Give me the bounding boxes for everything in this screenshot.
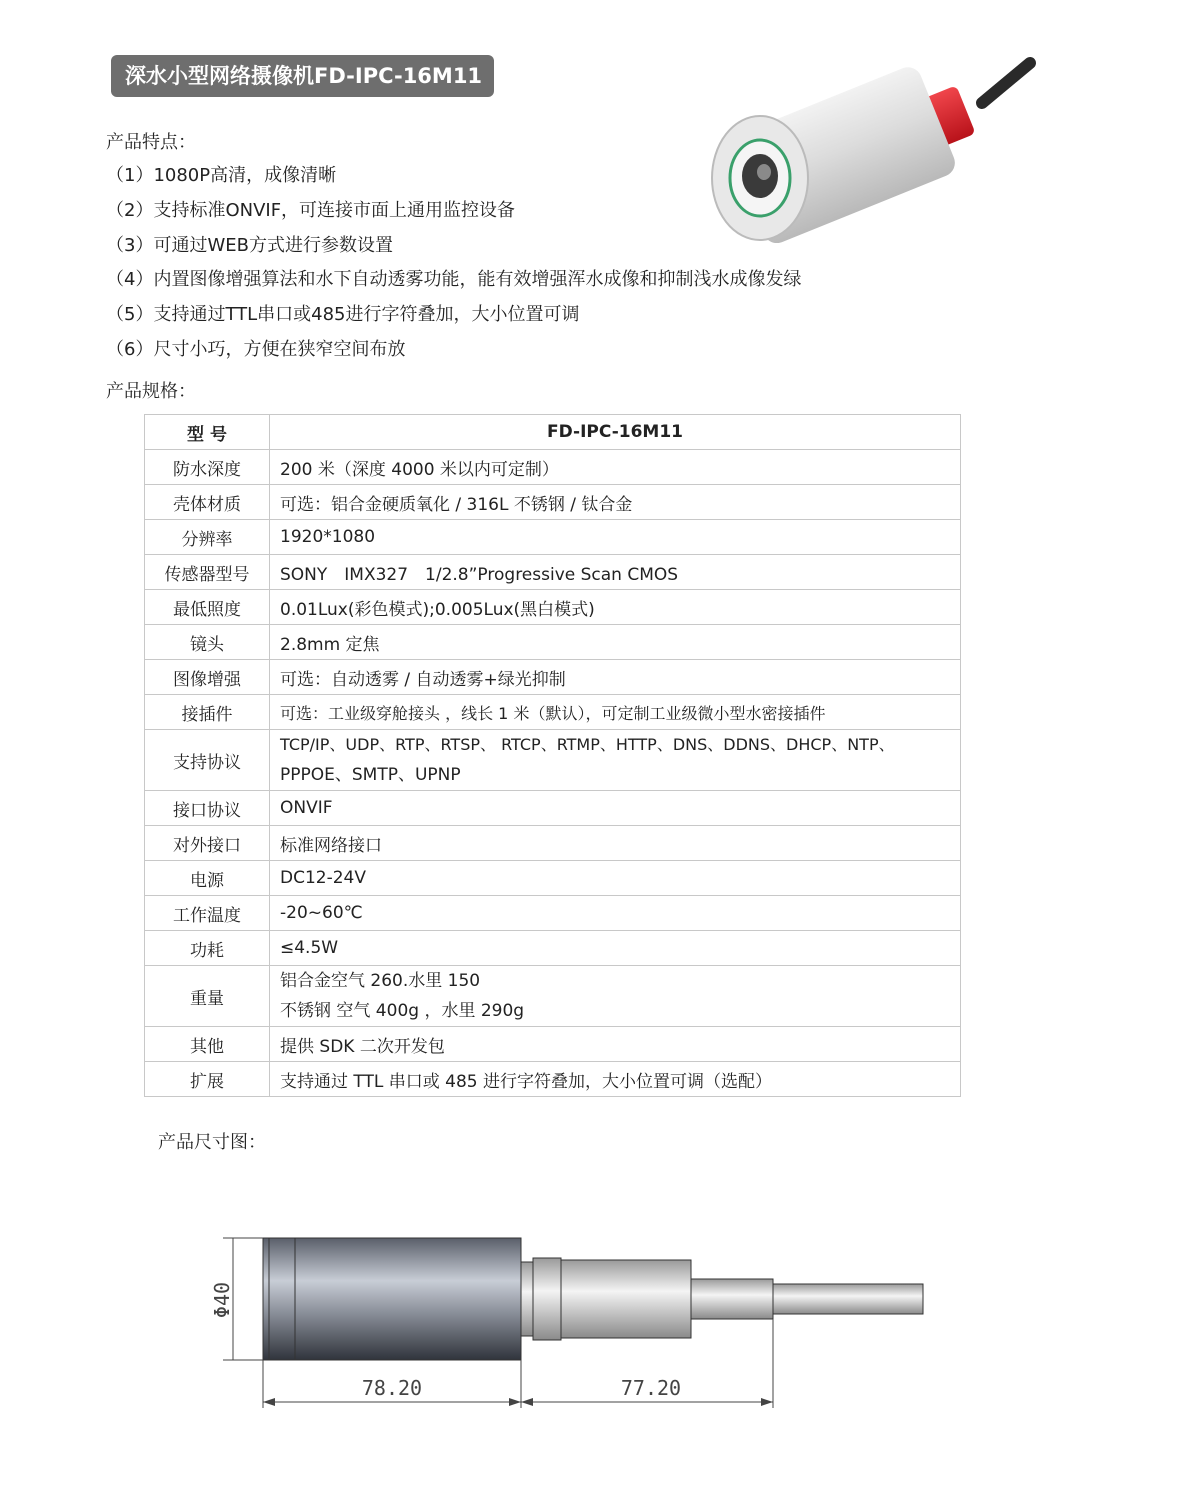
spec-value-line: TCP/IP、UDP、RTP、RTSP、 RTCP、RTMP、HTTP、DNS、DDNS、DHCP、NTP、	[280, 735, 895, 754]
features-heading: 产品特点：	[106, 132, 196, 153]
spec-row	[145, 555, 961, 590]
spec-value: ≤4.5W	[270, 931, 961, 966]
dimension-heading: 产品尺寸图：	[158, 1132, 266, 1153]
spec-header-label: 型 号	[145, 415, 270, 450]
spec-label: 图像增强	[145, 660, 270, 695]
spec-header-model: FD-IPC-16M11	[270, 415, 961, 450]
feature-item: （5）支持通过TTL串口或485进行字符叠加，大小位置可调	[106, 304, 580, 326]
spec-row	[145, 966, 961, 1027]
spec-row	[145, 625, 961, 660]
spec-value-line: 不锈钢 空气 400g ，水里 290g	[280, 1001, 525, 1021]
spec-row	[145, 660, 961, 695]
spec-value	[270, 730, 961, 791]
spec-value: 可选：铝合金硬质氧化 / 316L 不锈钢 / 钛合金	[270, 485, 961, 520]
spec-label: 接口协议	[145, 791, 270, 826]
spec-label: 最低照度	[145, 590, 270, 625]
spec-value: 提供 SDK 二次开发包	[270, 1027, 961, 1062]
spec-row	[145, 896, 961, 931]
spec-label: 其他	[145, 1027, 270, 1062]
spec-value: SONY IMX327 1/2.8”Progressive Scan CMOS	[270, 555, 961, 590]
spec-label: 传感器型号	[145, 555, 270, 590]
spec-value: ONVIF	[270, 791, 961, 826]
spec-value: 支持通过 TTL 串口或 485 进行字符叠加，大小位置可调（选配）	[270, 1062, 961, 1097]
diameter-label: Φ40	[210, 1281, 234, 1319]
spec-value: 1920*1080	[270, 520, 961, 555]
body-length-label: 78.20	[361, 1376, 423, 1400]
spec-value	[270, 966, 961, 1027]
spec-header-row	[145, 415, 961, 450]
spec-row	[145, 590, 961, 625]
spec-row	[145, 861, 961, 896]
spec-value: 可选：工业级穿舱接头 ，线长 1 米（默认），可定制工业级微小型水密接插件	[270, 695, 961, 730]
features-list	[106, 161, 801, 370]
spec-value: 可选：自动透雾 / 自动透雾+绿光抑制	[270, 660, 961, 695]
spec-label: 功耗	[145, 931, 270, 966]
spec-label: 支持协议	[145, 730, 270, 791]
spec-value: 200 米（深度 4000 米以内可定制）	[270, 450, 961, 485]
specs-heading: 产品规格：	[106, 381, 196, 402]
spec-row	[145, 485, 961, 520]
spec-value: DC12-24V	[270, 861, 961, 896]
spec-value-line: 铝合金空气 260.水里 150	[280, 971, 481, 991]
connector-length-label: 77.20	[620, 1376, 682, 1400]
feature-item: （3）可通过WEB方式进行参数设置	[106, 234, 393, 256]
spec-row	[145, 1027, 961, 1062]
spec-value: 0.01Lux(彩色模式);0.005Lux(黑白模式)	[270, 590, 961, 625]
page-title: 深水小型网络摄像机FD-IPC-16M11	[111, 55, 494, 97]
feature-item: （6）尺寸小巧，方便在狭窄空间布放	[106, 338, 406, 360]
spec-row	[145, 450, 961, 485]
spec-row	[145, 931, 961, 966]
spec-label: 工作温度	[145, 896, 270, 931]
spec-label: 对外接口	[145, 826, 270, 861]
spec-row	[145, 695, 961, 730]
spec-value-line: PPPOE、SMTP、UPNP	[280, 765, 461, 785]
spec-row	[145, 826, 961, 861]
spec-value: 2.8mm 定焦	[270, 625, 961, 660]
feature-item: （2）支持标准ONVIF，可连接市面上通用监控设备	[106, 199, 516, 221]
spec-row	[145, 1062, 961, 1097]
spec-row	[145, 520, 961, 555]
spec-label: 镜头	[145, 625, 270, 660]
spec-label: 壳体材质	[145, 485, 270, 520]
spec-label: 防水深度	[145, 450, 270, 485]
spec-row	[145, 791, 961, 826]
spec-label: 扩展	[145, 1062, 270, 1097]
spec-value: -20~60℃	[270, 896, 961, 931]
spec-table	[144, 414, 961, 1097]
spec-row	[145, 730, 961, 791]
spec-label: 分辨率	[145, 520, 270, 555]
spec-value: 标准网络接口	[270, 826, 961, 861]
dimension-drawing	[195, 1220, 955, 1420]
spec-label: 接插件	[145, 695, 270, 730]
feature-item: （4）内置图像增强算法和水下自动透雾功能，能有效增强浑水成像和抑制浅水成像发绿	[106, 269, 802, 291]
spec-label: 电源	[145, 861, 270, 896]
feature-item: （1）1080P高清，成像清晰	[106, 165, 337, 186]
spec-label: 重量	[145, 966, 270, 1027]
